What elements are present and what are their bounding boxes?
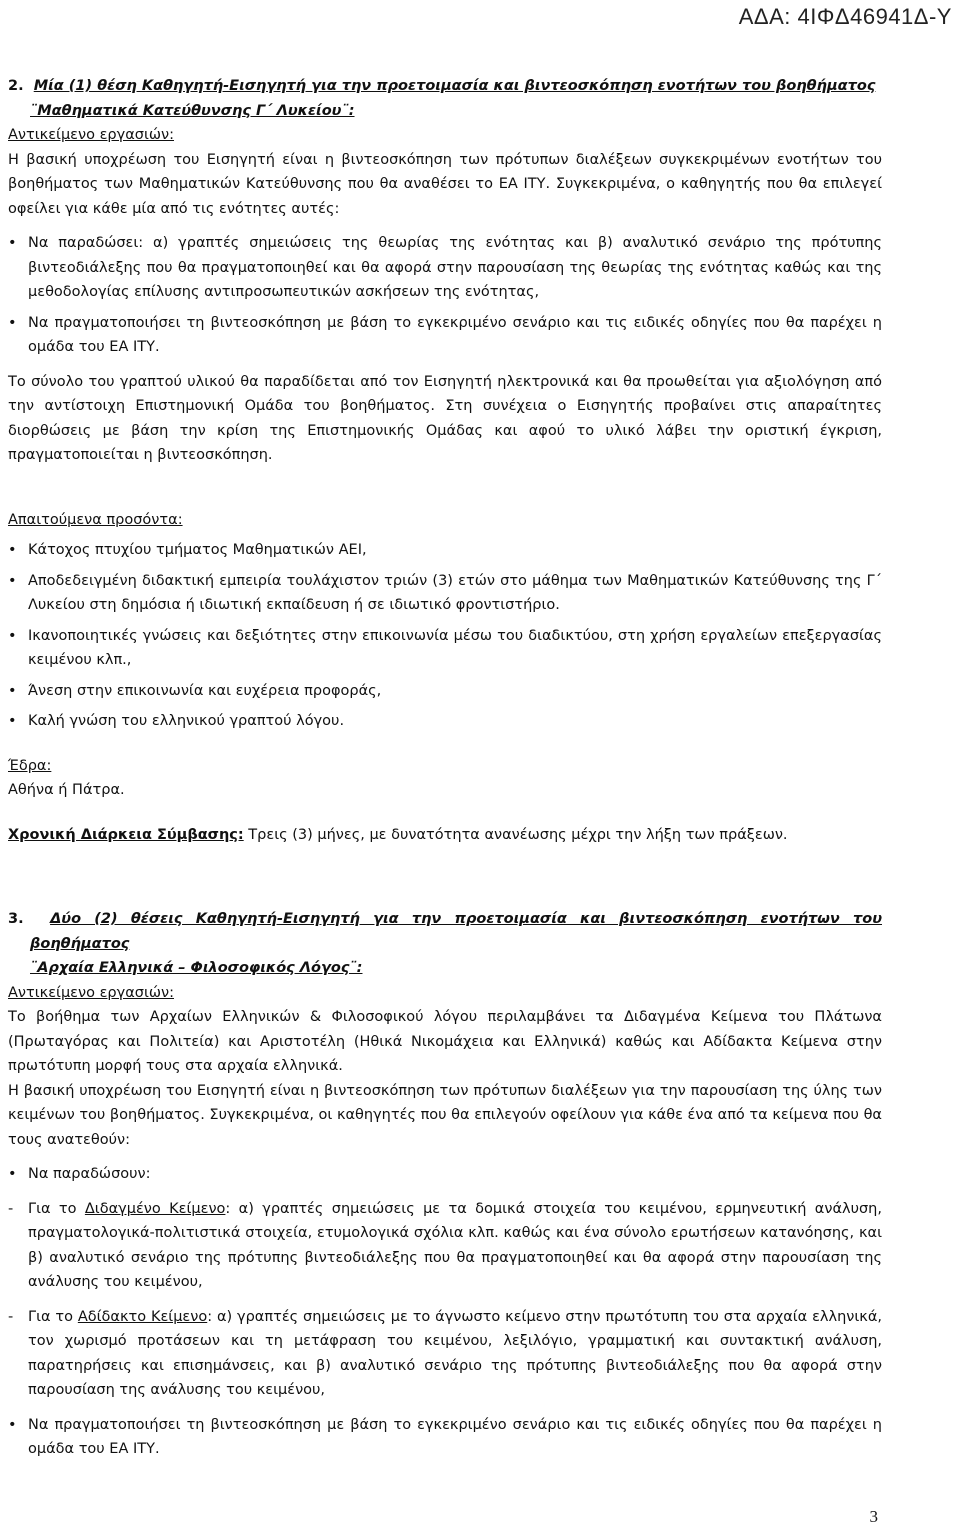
section-2-title-line1: Μία (1) θέση Καθηγητή-Εισηγητή για την προετοιμασία και βιντεοσκόπηση ενοτήτων του βοηθήματος xyxy=(33,78,876,94)
section-2-title xyxy=(8,74,882,123)
section-2-title-line2: ¨Μαθηματικά Κατεύθυνσης Γ΄ Λυκείου¨: xyxy=(30,102,355,119)
section-2-number: 2. xyxy=(8,78,24,94)
dash2-text: : α) γραπτές σημειώσεις με το άγνωστο κείμενο στην πρωτότυπη του στα αρχαία ελληνικά, τον χωρισμό προτάσεων και τη μετάφραση του κειμένου, λεξιλόγιο, γραμματική και συντακτική ανάλυση, παρατηρήσεις και επισημάνσεις, και β) αναλυτικό σενάριο της πρότυπης βιντεοδιάλεξης που θα αφορά στην παρουσίαση της ανάλυσης του κειμένου, xyxy=(28,1308,882,1398)
document-body xyxy=(8,74,882,1462)
dash-item-untaught-text: - Για το Αδίδακτο Κείμενο: α) γραπτές σημειώσεις με το άγνωστο κείμενο στην πρωτότυπη του στα αρχαία ελληνικά, τον χωρισμό προτάσεων και τη μετάφραση του κειμένου, λεξιλόγιο, γραμματική και συντακτική ανάλυση, παρατηρήσεις και επισημάνσεις, και β) αναλυτικό σενάριο της πρότυπης βιντεοδιάλεξης που θα αφορά στην παρουσίαση της ανάλυσης του κειμένου, xyxy=(8,1308,882,1398)
requirements-list xyxy=(8,538,882,734)
dash2-term: Αδίδακτο Κείμενο xyxy=(77,1308,208,1325)
section-3-para1: Το βοήθημα των Αρχαίων Ελληνικών & Φιλοσοφικού λόγου περιλαμβάνει τα Διδαγμένα Κείμενα του Πλάτωνα (Πρωταγόρας και Πολιτεία) και Αριστοτέλη (Ηθικά Νικομάχεια και Ελληνικά) καθώς και Αδίδακτα Κείμενα στην πρωτότυπη μορφή τους στα αρχαία ελληνικά. xyxy=(8,1009,882,1074)
list-item: • Καλή γνώση του ελληνικού γραπτού λόγου. xyxy=(8,709,882,734)
list-item: • Αποδεδειγμένη διδακτική εμπειρία τουλάχιστον τριών (3) ετών στο μάθημα των Μαθηματικών Κατεύθυνσης της Γ΄ Λυκείου στη δημόσια ή ιδιωτική εκπαίδευση ή σε ιδιωτικό φροντιστήριο. xyxy=(8,569,882,618)
dash2-prefix: Για το xyxy=(28,1308,78,1325)
dash1-term: Διδαγμένο Κείμενο xyxy=(84,1200,226,1217)
page-number: 3 xyxy=(869,1507,878,1526)
dash-item-taught-text: - Για το Διδαγμένο Κείμενο: α) γραπτές σημειώσεις με τα δομικά στοιχεία του κειμένου, ερμηνευτική ανάλυση, πραγματολογικά-πολιτιστικά στοιχεία, ετυμολογικά σχόλια κλπ. καθώς και ένα σύνολο ερωτήσεων κατανόησης, και β) αναλυτικό σενάριο της πρότυπης βιντεοδιάλεξης που θα πραγματοποιηθεί και θα αφορά στην παρουσίαση της ανάλυσης του κειμένου, xyxy=(8,1200,882,1290)
duration-label: Χρονική Διάρκεια Σύμβασης: xyxy=(8,826,244,843)
section-3-object-label: Αντικείμενο εργασιών: xyxy=(8,984,174,1001)
duration-value: Τρεις (3) μήνες, με δυνατότητα ανανέωσης μέχρι την λήξη των πράξεων. xyxy=(243,826,788,843)
list-item: • Ικανοποιητικές γνώσεις και δεξιότητες στην επικοινωνία μέσω του διαδικτύου, στη χρήση εργαλείων επεξεργασίας κειμένου κλπ., xyxy=(8,624,882,673)
section-2-task-list xyxy=(8,231,882,360)
list-item: • Άνεση στην επικοινωνία και ευχέρεια προφοράς, xyxy=(8,679,882,704)
seat-value: Αθήνα ή Πάτρα. xyxy=(8,782,125,798)
section-3-title-line1: Δύο (2) θέσεις Καθηγητή-Εισηγητή για την προετοιμασία και βιντεοσκόπηση ενοτήτων του βοηθήματος xyxy=(30,911,882,952)
dash1-prefix: Για το xyxy=(28,1200,85,1217)
list-item: • Κάτοχος πτυχίου τμήματος Μαθηματικών ΑΕΙ, xyxy=(8,538,882,563)
list-item: • Να πραγματοποιήσει τη βιντεοσκόπηση με βάση το εγκεκριμένο σενάριο και τις ειδικές οδηγίες που θα παρέχει η ομάδα του ΕΑ ΙΤΥ. xyxy=(8,311,882,360)
section-2-object-para: Η βασική υποχρέωση του Εισηγητή είναι η βιντεοσκόπηση των πρότυπων διαλέξεων συγκεκριμένων ενοτήτων του βοηθήματος των Μαθηματικών Κατεύθυνσης που θα αναθέσει το ΕΑ ΙΤΥ. Συγκεκριμένα, ο καθηγητής που θα επιλεγεί οφείλει για κάθε μία από τις ενότητες αυτές: xyxy=(8,151,882,217)
list-item: • Να πραγματοποιήσει τη βιντεοσκόπηση με βάση το εγκεκριμένο σενάριο και τις ειδικές οδηγίες που θα παρέχει η ομάδα του ΕΑ ΙΤΥ. xyxy=(8,1413,882,1462)
section-2-delivery-para: Το σύνολο του γραπτού υλικού θα παραδίδεται από τον Εισηγητή ηλεκτρονικά και θα προωθείται για αξιολόγηση από την αντίστοιχη Επιστημονική Ομάδα του βοηθήματος. Στη συνέχεια ο Εισηγητής προβαίνει στις απαραίτητες διορθώσεις με βάση την κρίση της Επιστημονικής Ομάδας και αφού το υλικό λάβει την οριστική έγκριση, πραγματοποιείται η βιντεοσκόπηση. xyxy=(8,373,882,463)
ada-code: ΑΔΑ: 4ΙΦΔ46941Δ-Υ xyxy=(738,4,952,29)
deliver-label: • Να παραδώσουν: xyxy=(8,1162,882,1187)
section-3-title-line2: ¨Αρχαία Ελληνικά – Φιλοσοφικός Λόγος¨: xyxy=(30,960,363,976)
duration xyxy=(8,823,882,848)
section-3-number: 3. xyxy=(8,911,24,927)
dash1-text: : α) γραπτές σημειώσεις με τα δομικά στοιχεία του κειμένου, ερμηνευτική ανάλυση, πραγματολογικά-πολιτιστικά στοιχεία, ετυμολογικά σχόλια κλπ. καθώς και ένα σύνολο ερωτήσεων κατανόησης, και β) αναλυτικό σενάριο της πρότυπης βιντεοδιάλεξης που θα πραγματοποιηθεί και θα αφορά στην παρουσίαση της ανάλυσης του κειμένου, xyxy=(28,1200,882,1290)
requirements-label: Απαιτούμενα προσόντα: xyxy=(8,511,183,528)
section-2-object-label: Αντικείμενο εργασιών: xyxy=(8,127,174,143)
list-item: • Να παραδώσει: α) γραπτές σημειώσεις της θεωρίας της ενότητας και β) αναλυτικό σενάριο της πρότυπης βιντεοδιάλεξης που θα πραγματοποιηθεί και θα αφορά στην παρουσίαση της θεωρίας της ενότητας καθώς και της μεθοδολογίας επίλυσης αντιπροσωπευτικών ασκήσεων της ενότητας, xyxy=(8,231,882,305)
seat-label: Έδρα: xyxy=(8,757,52,774)
section-3-title xyxy=(8,907,882,981)
section-3-para2: Η βασική υποχρέωση του Εισηγητή είναι η βιντεοσκόπηση των πρότυπων διαλέξεων για την παρουσίαση της ύλης των κειμένων του βοηθήματος. Συγκεκριμένα, οι καθηγητές που θα επιλεγούν οφείλουν για κάθε ένα από τα κείμενα που θα τους ανατεθούν: xyxy=(8,1082,882,1148)
